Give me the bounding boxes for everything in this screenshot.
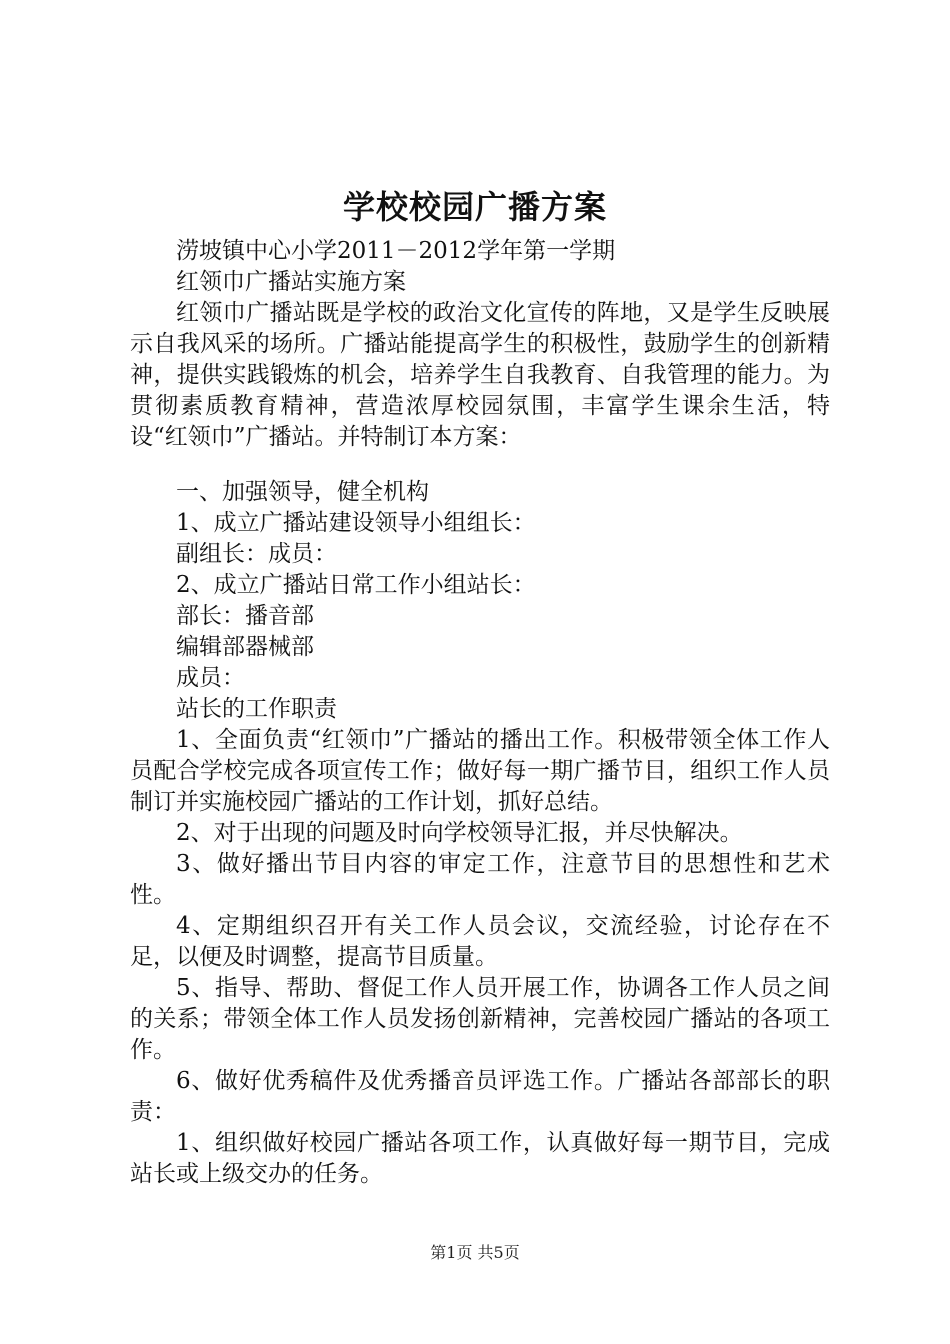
duty-paragraph: 6、做好优秀稿件及优秀播音员评选工作。广播站各部部长的职责： xyxy=(130,1068,830,1125)
plan-subtitle: 红领巾广播站实施方案 xyxy=(176,269,406,295)
duty-paragraph: 4、定期组织召开有关工作人员会议，交流经验，讨论存在不足，以便及时调整，提高节目质量。 xyxy=(130,913,830,970)
duty-paragraph: 5、指导、帮助、督促工作人员开展工作，协调各工作人员之间的关系；带领全体工作人员发扬创新精神，完善校园广播站的各项工作。 xyxy=(130,975,830,1063)
list-item: 成员： xyxy=(176,665,245,691)
list-item: 1、成立广播站建设领导小组组长： xyxy=(176,510,536,536)
page-number-footer: 第1页 共5页 xyxy=(430,1243,520,1262)
school-term-line: 涝坡镇中心小学2011－2012学年第一学期 xyxy=(176,238,616,264)
duty-paragraph: 1、全面负责“红领巾”广播站的播出工作。积极带领全体工作人员配合学校完成各项宣传工作；做好每一期广播节目，组织工作人员制订并实施校园广播站的工作计划，抓好总结。 xyxy=(130,727,830,815)
duty-paragraph: 3、做好播出节目内容的审定工作，注意节目的思想性和艺术性。 xyxy=(130,851,830,908)
section-heading-leadership: 一、加强领导，健全机构 xyxy=(176,479,429,505)
list-item: 部长：播音部 xyxy=(176,603,314,629)
duty-paragraph: 1、组织做好校园广播站各项工作，认真做好每一期节目，完成站长或上级交办的任务。 xyxy=(130,1130,830,1187)
paragraph-spacer xyxy=(130,453,830,477)
list-item: 2、成立广播站日常工作小组站长： xyxy=(176,572,536,598)
section-heading-duties: 站长的工作职责 xyxy=(176,696,337,722)
list-item: 副组长：成员： xyxy=(176,541,337,567)
document-title: 学校校园广播方案 xyxy=(342,188,607,226)
list-item: 编辑部器械部 xyxy=(176,634,314,660)
intro-paragraph: 红领巾广播站既是学校的政治文化宣传的阵地，又是学生反映展示自我风采的场所。广播站能提高学生的积极性，鼓励学生的创新精神，提供实践锻炼的机会，培养学生自我教育、自我管理的能力。为贯彻素质教育精神，营造浓厚校园氛围，丰富学生课余生活，特设“红领巾”广播站。并特制订本方案： xyxy=(130,300,830,450)
duty-paragraph: 2、对于出现的问题及时向学校领导汇报，并尽快解决。 xyxy=(176,820,743,846)
document-body xyxy=(130,236,830,1190)
